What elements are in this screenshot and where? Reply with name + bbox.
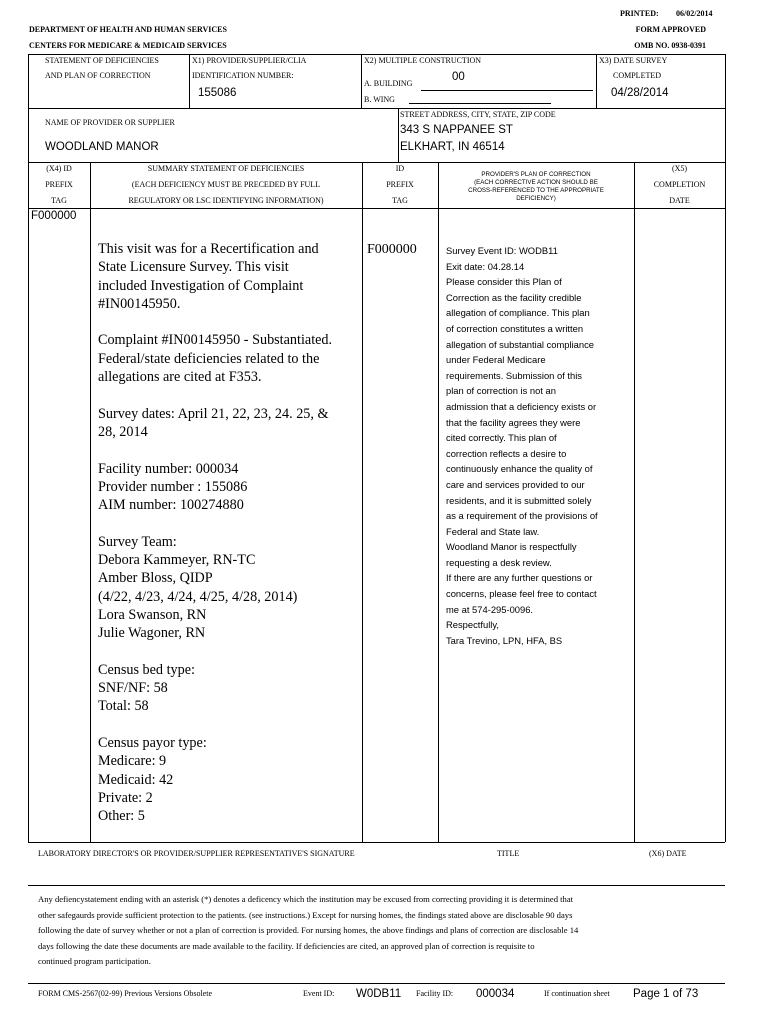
x5-header-3: DATE — [669, 196, 690, 205]
plan-of-correction: Survey Event ID: WODB11 Exit date: 04.28.14 Please consider this Plan of Correction as the facility credible allegation of compliance. This plan of correction constitutes a written allegation of substantial compliance under Federal Medicare requirements. Submission of this plan of correction is not an admission that a deficiency exists or that the facility agrees they were cited correctly. This plan of correction reflects a desire to continuously enhance the quality of care and services provided to our residents, and it is submitted solely as a requirement of the provisions of Federal and State law. Woodland Manor is respectfully requesting a desk review. If there are any further questions or concerns, please feel free to contact me at 574-295-0096. Respectfully, Tara Trevino, LPN, HFA, BS — [446, 245, 598, 646]
statement-label-2: AND PLAN OF CORRECTION — [45, 71, 151, 80]
printed-label: PRINTED: — [620, 9, 659, 18]
plan-header-4: DEFICIENCY) — [516, 195, 556, 202]
rule-divider-address — [398, 108, 399, 162]
id-header-3: TAG — [392, 196, 408, 205]
rule-signature-bottom — [28, 885, 725, 886]
rule-divider-x3 — [596, 54, 597, 108]
address-line-2: ELKHART, IN 46514 — [400, 141, 505, 153]
rule-top — [28, 54, 725, 55]
wing-label: B. WING — [364, 95, 395, 104]
rule-col-id — [438, 162, 439, 842]
x5-header-2: COMPLETION — [653, 180, 706, 189]
omb-number: OMB NO. 0938-0391 — [634, 41, 706, 50]
rule-top-block-bottom — [28, 108, 725, 109]
rule-provider-bottom — [28, 162, 725, 163]
rule-body-bottom — [28, 842, 725, 843]
plan-header-1: PROVIDER'S PLAN OF CORRECTION — [481, 171, 591, 178]
x1-label-1: X1) PROVIDER/SUPPLIER/CLIA — [192, 56, 307, 65]
rule-col-summary — [362, 162, 363, 842]
title-label: TITLE — [497, 849, 520, 858]
provider-name-value: WOODLAND MANOR — [45, 141, 159, 153]
facility-id-value: 000034 — [476, 988, 515, 1000]
summary-statement: This visit was for a Recertification and State Licensure Survey. This visit included Investigation of Complaint #IN00145950. Complaint #IN00145950 - Substantiated. Federal/state deficiencies related to the allegations are cited at F353. Survey dates: April 21, 22, 23, 24. 25, & 28, 2014 Facility number: 000034 Provider number : 155086 AIM number: 100274880 Survey Team: Debora Kammeyer, RN-TC Amber Bloss, QIDP (4/22, 4/23, 4/24, 4/25, 4/28, 2014) Lora Swanson, RN Julie Wagoner, RN Census bed type: SNF/NF: 58 Total: 58 Census payor type: Medicare: 9 Medicaid: 42 Private: 2 Other: 5 — [98, 241, 333, 825]
rule-column-headers-bottom — [28, 208, 725, 209]
centers-title: CENTERS FOR MEDICARE & MEDICAID SERVICES — [29, 41, 227, 50]
building-underline — [421, 90, 593, 91]
printed-date: 06/02/2014 — [676, 9, 713, 18]
building-label: A. BUILDING — [364, 79, 413, 88]
x6-date-label: (X6) DATE — [649, 849, 687, 858]
facility-id-label: Facility ID: — [416, 989, 454, 998]
page-number: Page 1 of 73 — [633, 988, 699, 1000]
x1-label-2: IDENTIFICATION NUMBER: — [192, 71, 294, 80]
rule-col-plan — [634, 162, 635, 842]
address-line-1: 343 S NAPPANEE ST — [400, 124, 513, 136]
signature-label: LABORATORY DIRECTOR'S OR PROVIDER/SUPPLIER REPRESENTATIVE'S SIGNATURE — [38, 849, 355, 858]
left-tag: F000000 — [31, 210, 77, 222]
address-label: STREET ADDRESS, CITY, STATE, ZIP CODE — [400, 110, 556, 119]
rule-left-edge-top — [28, 54, 29, 162]
summary-header-1: SUMMARY STATEMENT OF DEFICIENCIES — [147, 164, 305, 173]
multiple-construction-value: 00 — [452, 71, 465, 83]
summary-header-2: (EACH DEFICIENCY MUST BE PRECEDED BY FULL — [131, 180, 321, 189]
survey-completed-date: 04/28/2014 — [611, 87, 669, 99]
provider-name-label: NAME OF PROVIDER OR SUPPLIER — [45, 118, 175, 127]
disclosure-footnote: Any defiencystatement ending with an asterisk (*) denotes a deficency which the institution may be excused from correcting providing it is determined that other safegaurds provide sufficient protection to the patients. (see instructions.) Except for nursing homes, the findings stated above are disclosable 90 days following the date of survey whether or not a plan of correction is provided. For nursing homes, the above findings and plans of correction are disclosable 14 days following the date these documents are made available to the facility. If deficiencies are cited, an approved plan of correction is requisite to continued program participation. — [38, 894, 579, 967]
wing-underline — [409, 103, 551, 104]
rule-col-x4 — [90, 162, 91, 842]
form-number: FORM CMS-2567(02-99) Previous Versions Obsolete — [38, 989, 213, 998]
x4-header-3: TAG — [51, 196, 67, 205]
right-tag: F000000 — [367, 242, 417, 257]
rule-right-edge-top — [725, 54, 726, 162]
department-title: DEPARTMENT OF HEALTH AND HUMAN SERVICES — [29, 25, 227, 34]
id-header-1: ID — [395, 164, 405, 173]
rule-footnote-bottom — [28, 983, 725, 984]
rule-divider-x1 — [189, 54, 190, 108]
plan-header-3: CROSS-REFERENCED TO THE APPROPRIATE — [468, 187, 604, 194]
x3-label-2: COMPLETED — [613, 71, 661, 80]
x5-header-1: (X5) — [671, 164, 688, 173]
rule-divider-x2 — [361, 54, 362, 108]
provider-id-value: 155086 — [198, 87, 237, 99]
x4-header-1: (X4) ID — [46, 164, 72, 173]
statement-label-1: STATEMENT OF DEFICIENCIES — [45, 56, 159, 65]
x2-label: X2) MULTIPLE CONSTRUCTION — [364, 56, 482, 65]
rule-left-edge-body — [28, 162, 29, 842]
rule-right-edge-body — [725, 162, 726, 842]
x4-header-2: PREFIX — [45, 180, 73, 189]
event-id-label: Event ID: — [303, 989, 335, 998]
form-approved: FORM APPROVED — [635, 25, 706, 34]
event-id-value: W0DB11 — [356, 988, 402, 1000]
x3-label-1: X3) DATE SURVEY — [599, 56, 668, 65]
id-header-2: PREFIX — [386, 180, 414, 189]
plan-header-2: (EACH CORRECTIVE ACTION SHOULD BE — [474, 179, 598, 186]
continuation-label: If continuation sheet — [544, 989, 610, 998]
summary-header-3: REGULATORY OR LSC IDENTIFYING INFORMATION) — [128, 196, 324, 205]
